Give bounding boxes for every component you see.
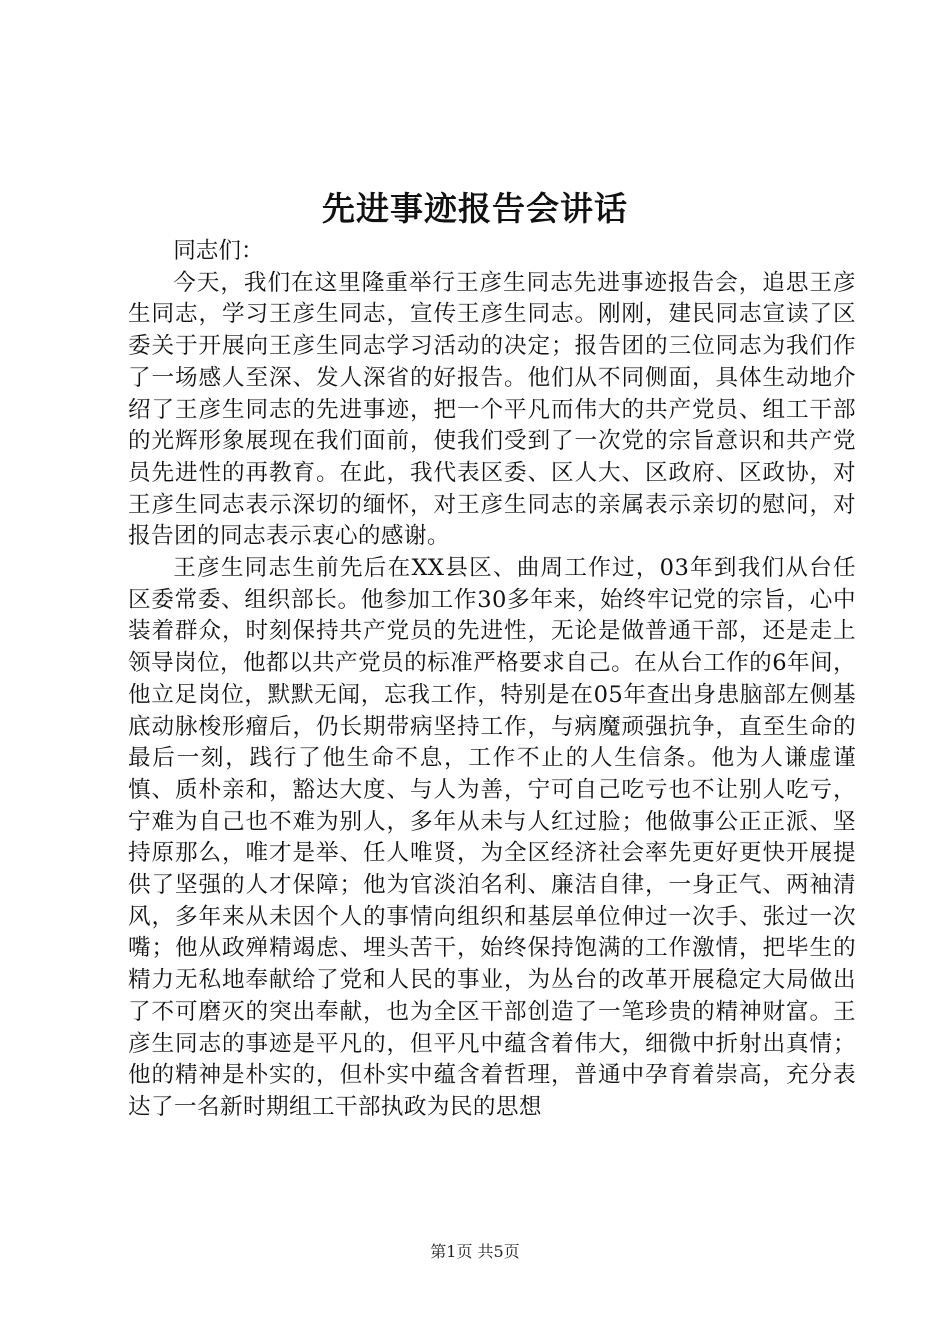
paragraph-1: 今天，我们在这里隆重举行王彦生同志先进事迹报告会，追思王彦生同志，学习王彦生同志，宣传王彦生同志。刚刚，建民同志宣读了区委关于开展向王彦生同志学习活动的决定；报告团的三位同志为我们作了一场感人至深、发人深省的好报告。他们从不同侧面，具体生动地介绍了王彦生同志的先进事迹，把一个平凡而伟大的共产党员、组工干部的光辉形象展现在我们面前，使我们受到了一次党的宗旨意识和共产党员先进性的再教育。在此，我代表区委、区人大、区政府、区政协，对王彦生同志表示深切的缅怀，对王彦生同志的亲属表示亲切的慰问，对报告团的同志表示衷心的感谢。 [128, 269, 856, 550]
paragraph-2: 王彦生同志生前先后在XX县区、曲周工作过，03年到我们从台任区委常委、组织部长。他参加工作30多年来，始终牢记党的宗旨，心中装着群众，时刻保持共产党员的先进性，无论是做普通干部，还是走上领导岗位，他都以共产党员的标准严格要求自己。在从台工作的6年间，他立足岗位，默默无闻，忘我工作，特别是在05年查出身患脑部左侧基底动脉梭形瘤后，仍长期带病坚持工作，与病魔顽强抗争，直至生命的最后一刻，践行了他生命不息，工作不止的人生信条。他为人谦虚谨慎、质朴亲和，豁达大度、与人为善，宁可自己吃亏也不让别人吃亏，宁难为自己也不难为别人，多年从未与人红过脸；他做事公正正派、坚持原那么，唯才是举、任人唯贤，为全区经济社会率先更好更快开展提供了坚强的人才保障；他为官淡泊名利、廉洁自律，一身正气、两袖清风，多年来从未因个人的事情向组织和基层单位伸过一次手、张过一次嘴；他从政殚精竭虑、埋头苦干，始终保持饱满的工作激情，把毕生的精力无私地奉献给了党和人民的事业，为丛台的改革开展稳定大局做出了不可磨灭的突出奉献，也为全区干部创造了一笔珍贵的精神财富。王彦生同志的事迹是平凡的，但平凡中蕴含着伟大，细微中折射出真情；他的精神是朴实的，但朴实中蕴含着哲理，普通中孕育着崇高，充分表达了一名新时期组工干部执政为民的思想 [128, 555, 856, 1120]
page-number-footer: 第1页 共5页 [430, 1242, 520, 1261]
greeting: 同志们： [173, 238, 264, 264]
document-body [128, 236, 856, 1124]
document-title: 先进事迹报告会讲话 [322, 189, 628, 228]
